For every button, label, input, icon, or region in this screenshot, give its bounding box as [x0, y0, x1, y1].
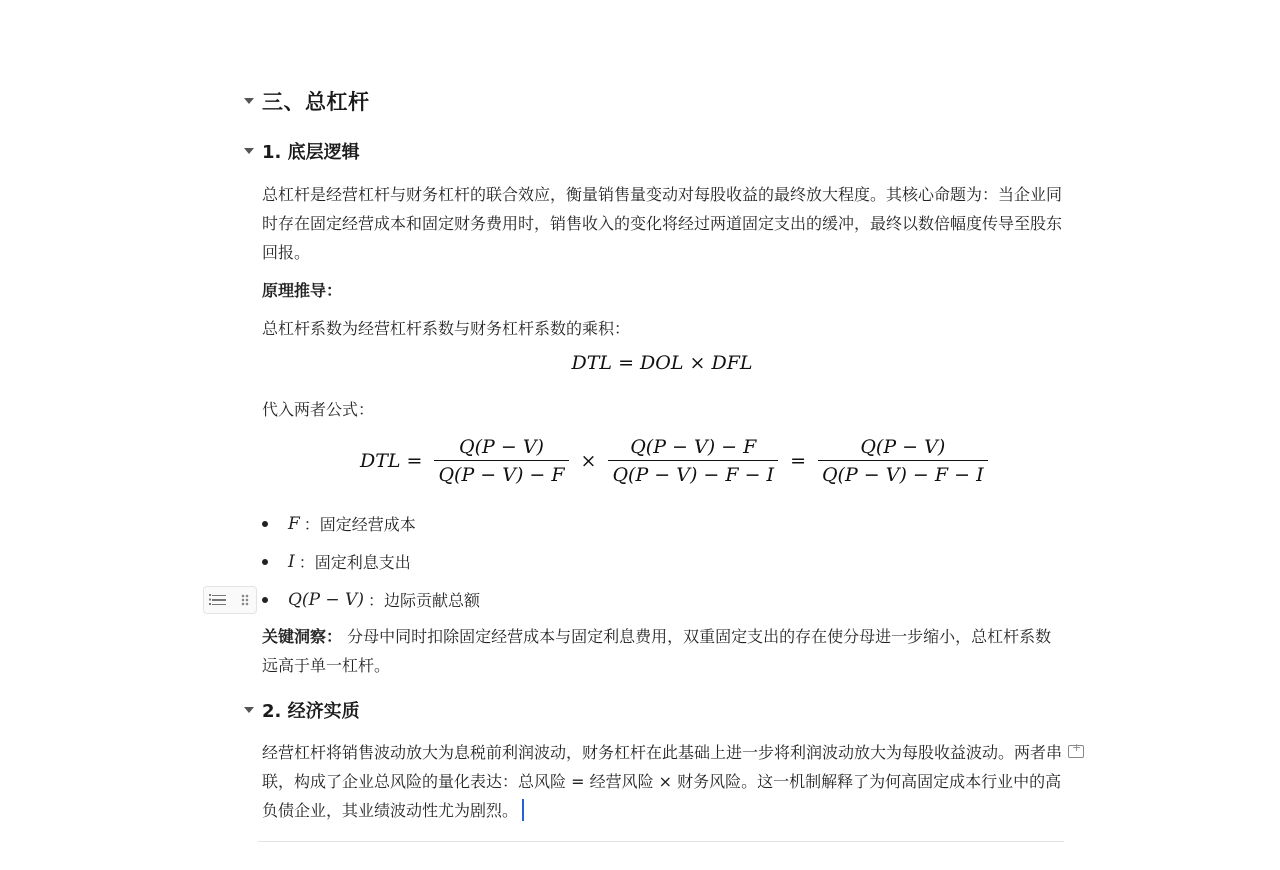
divider — [258, 841, 1064, 842]
section-heading[interactable] — [244, 86, 370, 116]
caret-down-icon[interactable] — [244, 98, 254, 104]
subsection-title: 1. 底层逻辑 — [262, 142, 360, 163]
bullet-symbol: F — [288, 513, 300, 534]
bullet-symbol: Q(P − V) — [288, 589, 364, 610]
add-comment-icon[interactable] — [1068, 745, 1084, 758]
fraction-dol — [434, 436, 568, 486]
formula-times: × — [580, 450, 597, 472]
bullet-dot — [262, 559, 268, 565]
fraction-dfl — [608, 436, 778, 486]
bullet-dot — [262, 521, 268, 527]
subsection-heading-1[interactable] — [244, 138, 360, 164]
bullet-dot — [262, 597, 268, 603]
formula-equals: = — [406, 450, 423, 472]
fraction-dtl — [818, 436, 988, 486]
intro-paragraph: 总杠杆是经营杠杆与财务杠杆的联合效应，衡量销售量变动对每股收益的最终放大程度。其核心命题为：当企业同时存在固定经营成本和固定财务费用时，销售收入的变化将经过两道固定支出的缓冲，最终以数倍幅度传导至股东回报。 — [262, 185, 1063, 262]
list-item[interactable] — [262, 550, 411, 573]
formula-lhs: DTL — [360, 450, 401, 472]
economic-text: 经营杠杆将销售波动放大为息税前利润波动，财务杠杆在此基础上进一步将利润波动放大为每股收益波动。两者串联，构成了企业总风险的量化表达：总风险 = 经营风险 × 财务风险。这一机制解释了为何高固定成本行业中的高负债企业，其业绩波动性尤为剧烈。 — [262, 743, 1063, 820]
fraction-denominator: Q(P − V) − F − I — [818, 460, 988, 486]
list-item[interactable] — [262, 588, 480, 611]
fraction-numerator: Q(P − V) − F — [630, 436, 757, 458]
formula-dtl-product — [0, 352, 1280, 374]
subsection-heading-2[interactable] — [244, 697, 360, 723]
bullet-text: ：固定经营成本 — [303, 515, 416, 534]
fraction-denominator: Q(P − V) − F − I — [608, 460, 778, 486]
list-item[interactable] — [262, 512, 416, 535]
bullet-symbol: I — [288, 551, 295, 572]
substitute-sentence: 代入两者公式： — [262, 400, 375, 419]
economic-paragraph[interactable] — [262, 738, 1062, 825]
section-title: 三、总杠杆 — [262, 90, 370, 114]
bullet-text: ：固定利息支出 — [298, 553, 411, 572]
fraction-numerator: Q(P − V) — [459, 436, 544, 458]
subsection-title: 2. 经济实质 — [262, 701, 360, 722]
insight-text: 分母中同时扣除固定经营成本与固定利息费用，双重固定支出的存在使分母进一步缩小，总杠杆系数远高于单一杠杆。 — [262, 627, 1052, 675]
fraction-denominator: Q(P − V) − F — [434, 460, 568, 486]
insight-paragraph — [262, 622, 1062, 680]
list-icon[interactable] — [212, 595, 226, 606]
formula-equals: = — [790, 450, 806, 472]
bullet-text: ：边际贡献总额 — [367, 591, 480, 610]
caret-down-icon[interactable] — [244, 707, 254, 713]
formula-lhs: DTL — [571, 352, 613, 374]
fraction-numerator: Q(P − V) — [860, 436, 946, 458]
formula-rhs: DOL × DFL — [640, 352, 753, 374]
formula-dtl-expanded — [360, 436, 994, 486]
drag-handle-icon[interactable] — [241, 594, 249, 606]
block-handle[interactable] — [203, 586, 257, 614]
formula-equals: = — [618, 352, 634, 374]
caret-down-icon[interactable] — [244, 148, 254, 154]
product-sentence: 总杠杆系数为经营杠杆系数与财务杠杆系数的乘积： — [262, 319, 631, 338]
insight-label: 关键洞察： — [262, 627, 343, 646]
text-cursor — [522, 799, 524, 821]
derivation-label: 原理推导： — [262, 281, 343, 300]
